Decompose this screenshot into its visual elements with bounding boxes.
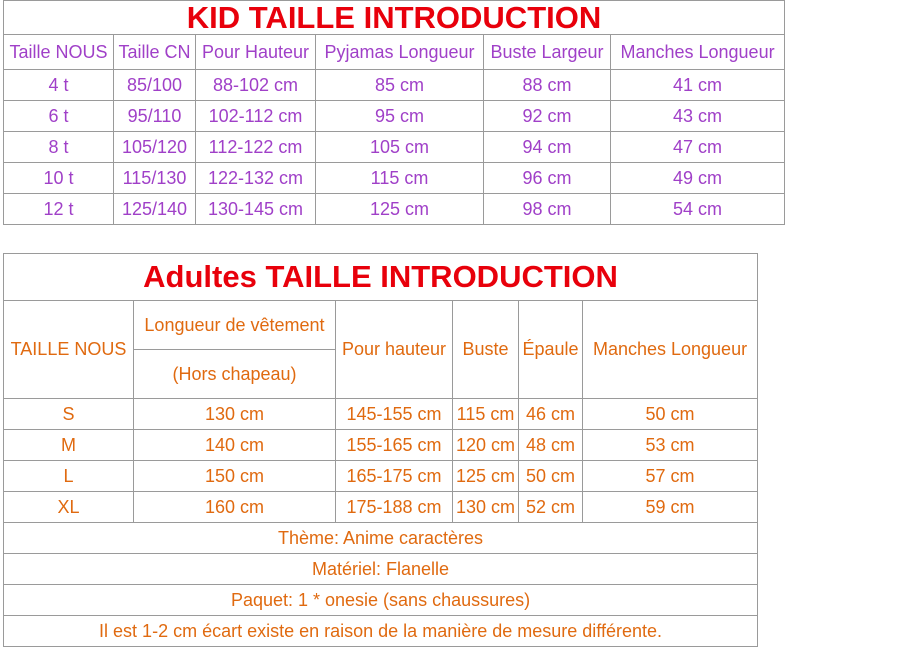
adult-header-height: Pour hauteur: [336, 301, 453, 399]
kid-cell: 92 cm: [484, 101, 611, 132]
kid-cell: 125/140: [114, 194, 196, 225]
adult-cell: 120 cm: [453, 430, 519, 461]
kid-cell: 122-132 cm: [196, 163, 316, 194]
table-row: [4, 163, 785, 194]
note-measurement: Il est 1-2 cm écart existe en raison de la manière de mesure différente.: [4, 616, 758, 647]
adult-cell: 130 cm: [134, 399, 336, 430]
table-row: [4, 492, 758, 523]
kid-cell: 10 t: [4, 163, 114, 194]
adult-cell: XL: [4, 492, 134, 523]
kid-cell: 12 t: [4, 194, 114, 225]
table-row: [4, 430, 758, 461]
adult-cell: 145-155 cm: [336, 399, 453, 430]
kid-cell: 54 cm: [611, 194, 785, 225]
kid-cell: 115/130: [114, 163, 196, 194]
kid-cell: 95 cm: [316, 101, 484, 132]
adult-cell: 140 cm: [134, 430, 336, 461]
adult-cell: 115 cm: [453, 399, 519, 430]
kid-cell: 105/120: [114, 132, 196, 163]
adult-size-table: [3, 253, 758, 647]
adult-cell: 150 cm: [134, 461, 336, 492]
adult-cell: 59 cm: [583, 492, 758, 523]
table-row: [4, 399, 758, 430]
adult-header-shoulder: Épaule: [519, 301, 583, 399]
kid-header-cell: Pyjamas Longueur: [316, 35, 484, 70]
note-row: [4, 585, 758, 616]
adult-cell: 46 cm: [519, 399, 583, 430]
adult-cell: 53 cm: [583, 430, 758, 461]
note-row: [4, 554, 758, 585]
adult-cell: 50 cm: [519, 461, 583, 492]
adult-header-length: Longueur de vêtement: [134, 301, 336, 350]
kid-cell: 85 cm: [316, 70, 484, 101]
adult-header-size: TAILLE NOUS: [4, 301, 134, 399]
table-row: [4, 101, 785, 132]
kid-table-title: KID TAILLE INTRODUCTION: [4, 1, 785, 35]
note-material: Matériel: Flanelle: [4, 554, 758, 585]
adult-header-row: [4, 301, 758, 350]
kid-cell: 96 cm: [484, 163, 611, 194]
kid-header-cell: Taille NOUS: [4, 35, 114, 70]
note-theme: Thème: Anime caractères: [4, 523, 758, 554]
adult-cell: 175-188 cm: [336, 492, 453, 523]
adult-cell: S: [4, 399, 134, 430]
kid-header-cell: Taille CN: [114, 35, 196, 70]
kid-header-cell: Buste Largeur: [484, 35, 611, 70]
kid-cell: 102-112 cm: [196, 101, 316, 132]
kid-header-row: [4, 35, 785, 70]
adult-cell: 52 cm: [519, 492, 583, 523]
adult-cell: 155-165 cm: [336, 430, 453, 461]
adult-header-length-note: (Hors chapeau): [134, 350, 336, 399]
table-row: [4, 70, 785, 101]
kid-cell: 125 cm: [316, 194, 484, 225]
kid-cell: 85/100: [114, 70, 196, 101]
kid-header-cell: Manches Longueur: [611, 35, 785, 70]
kid-cell: 115 cm: [316, 163, 484, 194]
kid-title-row: [4, 1, 785, 35]
kid-cell: 95/110: [114, 101, 196, 132]
kid-cell: 98 cm: [484, 194, 611, 225]
adult-cell: 130 cm: [453, 492, 519, 523]
adult-cell: 165-175 cm: [336, 461, 453, 492]
adult-cell: 57 cm: [583, 461, 758, 492]
kid-cell: 6 t: [4, 101, 114, 132]
kid-cell: 88 cm: [484, 70, 611, 101]
table-row: [4, 194, 785, 225]
kid-cell: 94 cm: [484, 132, 611, 163]
kid-cell: 112-122 cm: [196, 132, 316, 163]
kid-cell: 41 cm: [611, 70, 785, 101]
kid-cell: 43 cm: [611, 101, 785, 132]
adult-table-title: Adultes TAILLE INTRODUCTION: [4, 254, 758, 301]
adult-header-sleeve: Manches Longueur: [583, 301, 758, 399]
kid-header-cell: Pour Hauteur: [196, 35, 316, 70]
table-row: [4, 132, 785, 163]
table-row: [4, 461, 758, 492]
note-row: [4, 523, 758, 554]
adult-title-row: [4, 254, 758, 301]
adult-cell: 125 cm: [453, 461, 519, 492]
kid-cell: 4 t: [4, 70, 114, 101]
note-row: [4, 616, 758, 647]
adult-cell: 48 cm: [519, 430, 583, 461]
note-package: Paquet: 1 * onesie (sans chaussures): [4, 585, 758, 616]
adult-cell: 50 cm: [583, 399, 758, 430]
kid-cell: 47 cm: [611, 132, 785, 163]
adult-header-bust: Buste: [453, 301, 519, 399]
kid-cell: 105 cm: [316, 132, 484, 163]
kid-cell: 88-102 cm: [196, 70, 316, 101]
kid-cell: 8 t: [4, 132, 114, 163]
kid-cell: 49 cm: [611, 163, 785, 194]
kid-cell: 130-145 cm: [196, 194, 316, 225]
kid-size-table: [3, 0, 785, 225]
adult-cell: 160 cm: [134, 492, 336, 523]
adult-cell: M: [4, 430, 134, 461]
adult-cell: L: [4, 461, 134, 492]
